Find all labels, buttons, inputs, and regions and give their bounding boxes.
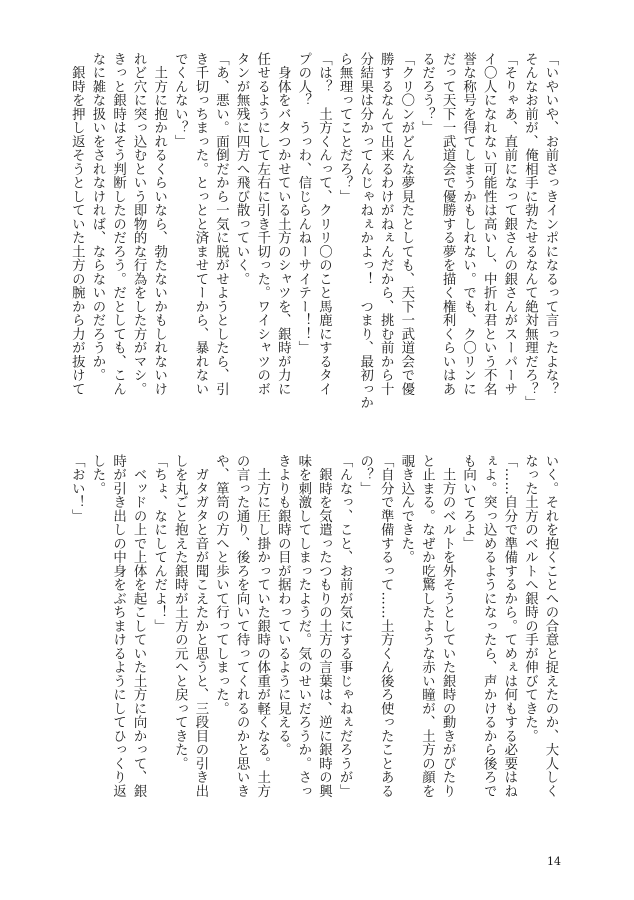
text-line: だって天下一武道会で優勝する夢を描く権利くらいはあ (440, 52, 456, 396)
text-line: した。 (89, 454, 105, 496)
text-line: き千切っちまった。とっとと済ませてーから、暴れない (192, 52, 208, 396)
text-line: 覗き込んできた。 (398, 454, 414, 564)
text-line: そんなお前が、俺相手に勃たせるなんて絶対無理だろ？」 (522, 52, 538, 410)
text-line: いく。それを抱くことへの合意と捉えたのか、大人しく (543, 454, 558, 798)
text-line: 銀時を気遣ったつもりの土方の言葉は、逆に銀時の興 (316, 454, 332, 798)
text-line: なに雑な扱いをされなければ、ならないのだろうか。 (89, 52, 105, 382)
text-line: 勝するなんて出来るわけがねぇんだから、挑む前から十 (378, 52, 394, 396)
top-text-block (69, 52, 560, 437)
text-line: 時が引き出しの中身をぶちまけるようにしてひっくり返 (110, 454, 126, 798)
text-line: プの人？ うっわ、信じらんねーサイテー！！」 (295, 52, 311, 355)
text-line: も向いてろよ」 (460, 454, 476, 551)
text-line: きっと銀時はそう判断したのだろう。だとしても、こん (110, 52, 126, 396)
text-line: タンが無残に四方へ飛び散っていく。 (234, 52, 250, 286)
text-line: 「おい！」 (69, 454, 85, 523)
text-line: 誉な称号を得てしまうかもしれない。でも、ク〇リンに (460, 52, 476, 396)
text-line: 「そりゃあ、直前になって銀さんの銀さんがスーパーサ (501, 52, 517, 396)
text-line: 「いやいや、お前さっきインポになるって言ったよな？ (543, 52, 558, 396)
text-line: 「自分で準備するって……土方くん後ろ使ったことある (378, 454, 394, 798)
text-line: や、箪笥の方へと歩いて行ってしまった。 (213, 454, 229, 716)
text-line: 「クリ〇ンがどんな夢見たとしても、天下一武道会で優 (398, 52, 414, 396)
text-line: の言った通り、後ろを向いて待ってくれるのかと思いき (234, 454, 250, 798)
text-line: ぇよ。突っ込めるようになったら、声かけるから後ろで (481, 454, 497, 798)
text-line: と止まる。なぜか吃驚したような赤い瞳が、土方の顔を (419, 454, 435, 798)
text-line: 任せるようにして左右に引き千切った。ワイシャツのボ (254, 52, 270, 396)
text-line: 「ちょ、なにしてんだよ！」 (151, 454, 167, 633)
text-line: るだろう？」 (419, 52, 435, 135)
text-line: 「……自分で準備するから。てめぇは何もする必要はね (501, 454, 517, 798)
text-line: の？」 (357, 454, 373, 496)
text-line: ガタガタと音が聞こえたかと思うと、三段目の引き出 (192, 454, 208, 798)
page-number: 14 (547, 855, 561, 868)
text-line: 「あ、悪い。面倒だから一気に脱がせようとしたら、引 (213, 52, 229, 396)
text-line: イ〇人になれない可能性は高いし、中折れ君という不名 (481, 52, 497, 396)
text-line: 身体をバタつかせている土方のシャツを、銀時が力に (275, 52, 291, 396)
text-line: 土方のベルトを外そうとしていた銀時の動きがぴたり (440, 454, 456, 798)
text-line: ベッドの上で上体を起こしていた土方に向かって、銀 (131, 454, 147, 798)
text-line: きよりも銀時の目が据わっているように見える。 (275, 454, 291, 757)
text-line: 「は？ 土方くんって、クリリ〇のこと馬鹿にするタイ (316, 52, 332, 396)
text-line: ら無理ってことだろ？」 (337, 52, 353, 204)
text-line: れど穴に突っ込むという即物的な行為をした方がマシ。 (131, 52, 147, 396)
text-line: 味を刺激してしまったようだ。気のせいだろうか。さっ (295, 454, 311, 798)
text-line: 分結果は分かってんじゃねぇかよっ！ つまり、最初っか (357, 52, 373, 410)
text-line: しを丸ごと抱えた銀時が土方の元へと戻ってきた。 (172, 454, 188, 771)
text-line: 銀時を押し返そうとしていた土方の腕から力が抜けて (69, 52, 85, 396)
bottom-text-block (69, 454, 560, 839)
text-line: なった土方のベルトへ銀時の手が伸びてきた。 (522, 454, 538, 743)
text-line: 土方に抱かれるくらいなら、勃たないかもしれないけ (151, 52, 167, 396)
text-line: 「んなっ、こと、お前が気にする事じゃねぇだろうが」 (337, 454, 353, 798)
text-line: 土方に圧し掛かっていた銀時の体重が軽くなる。土方 (254, 454, 270, 798)
text-line: でくんない？」 (172, 52, 188, 149)
